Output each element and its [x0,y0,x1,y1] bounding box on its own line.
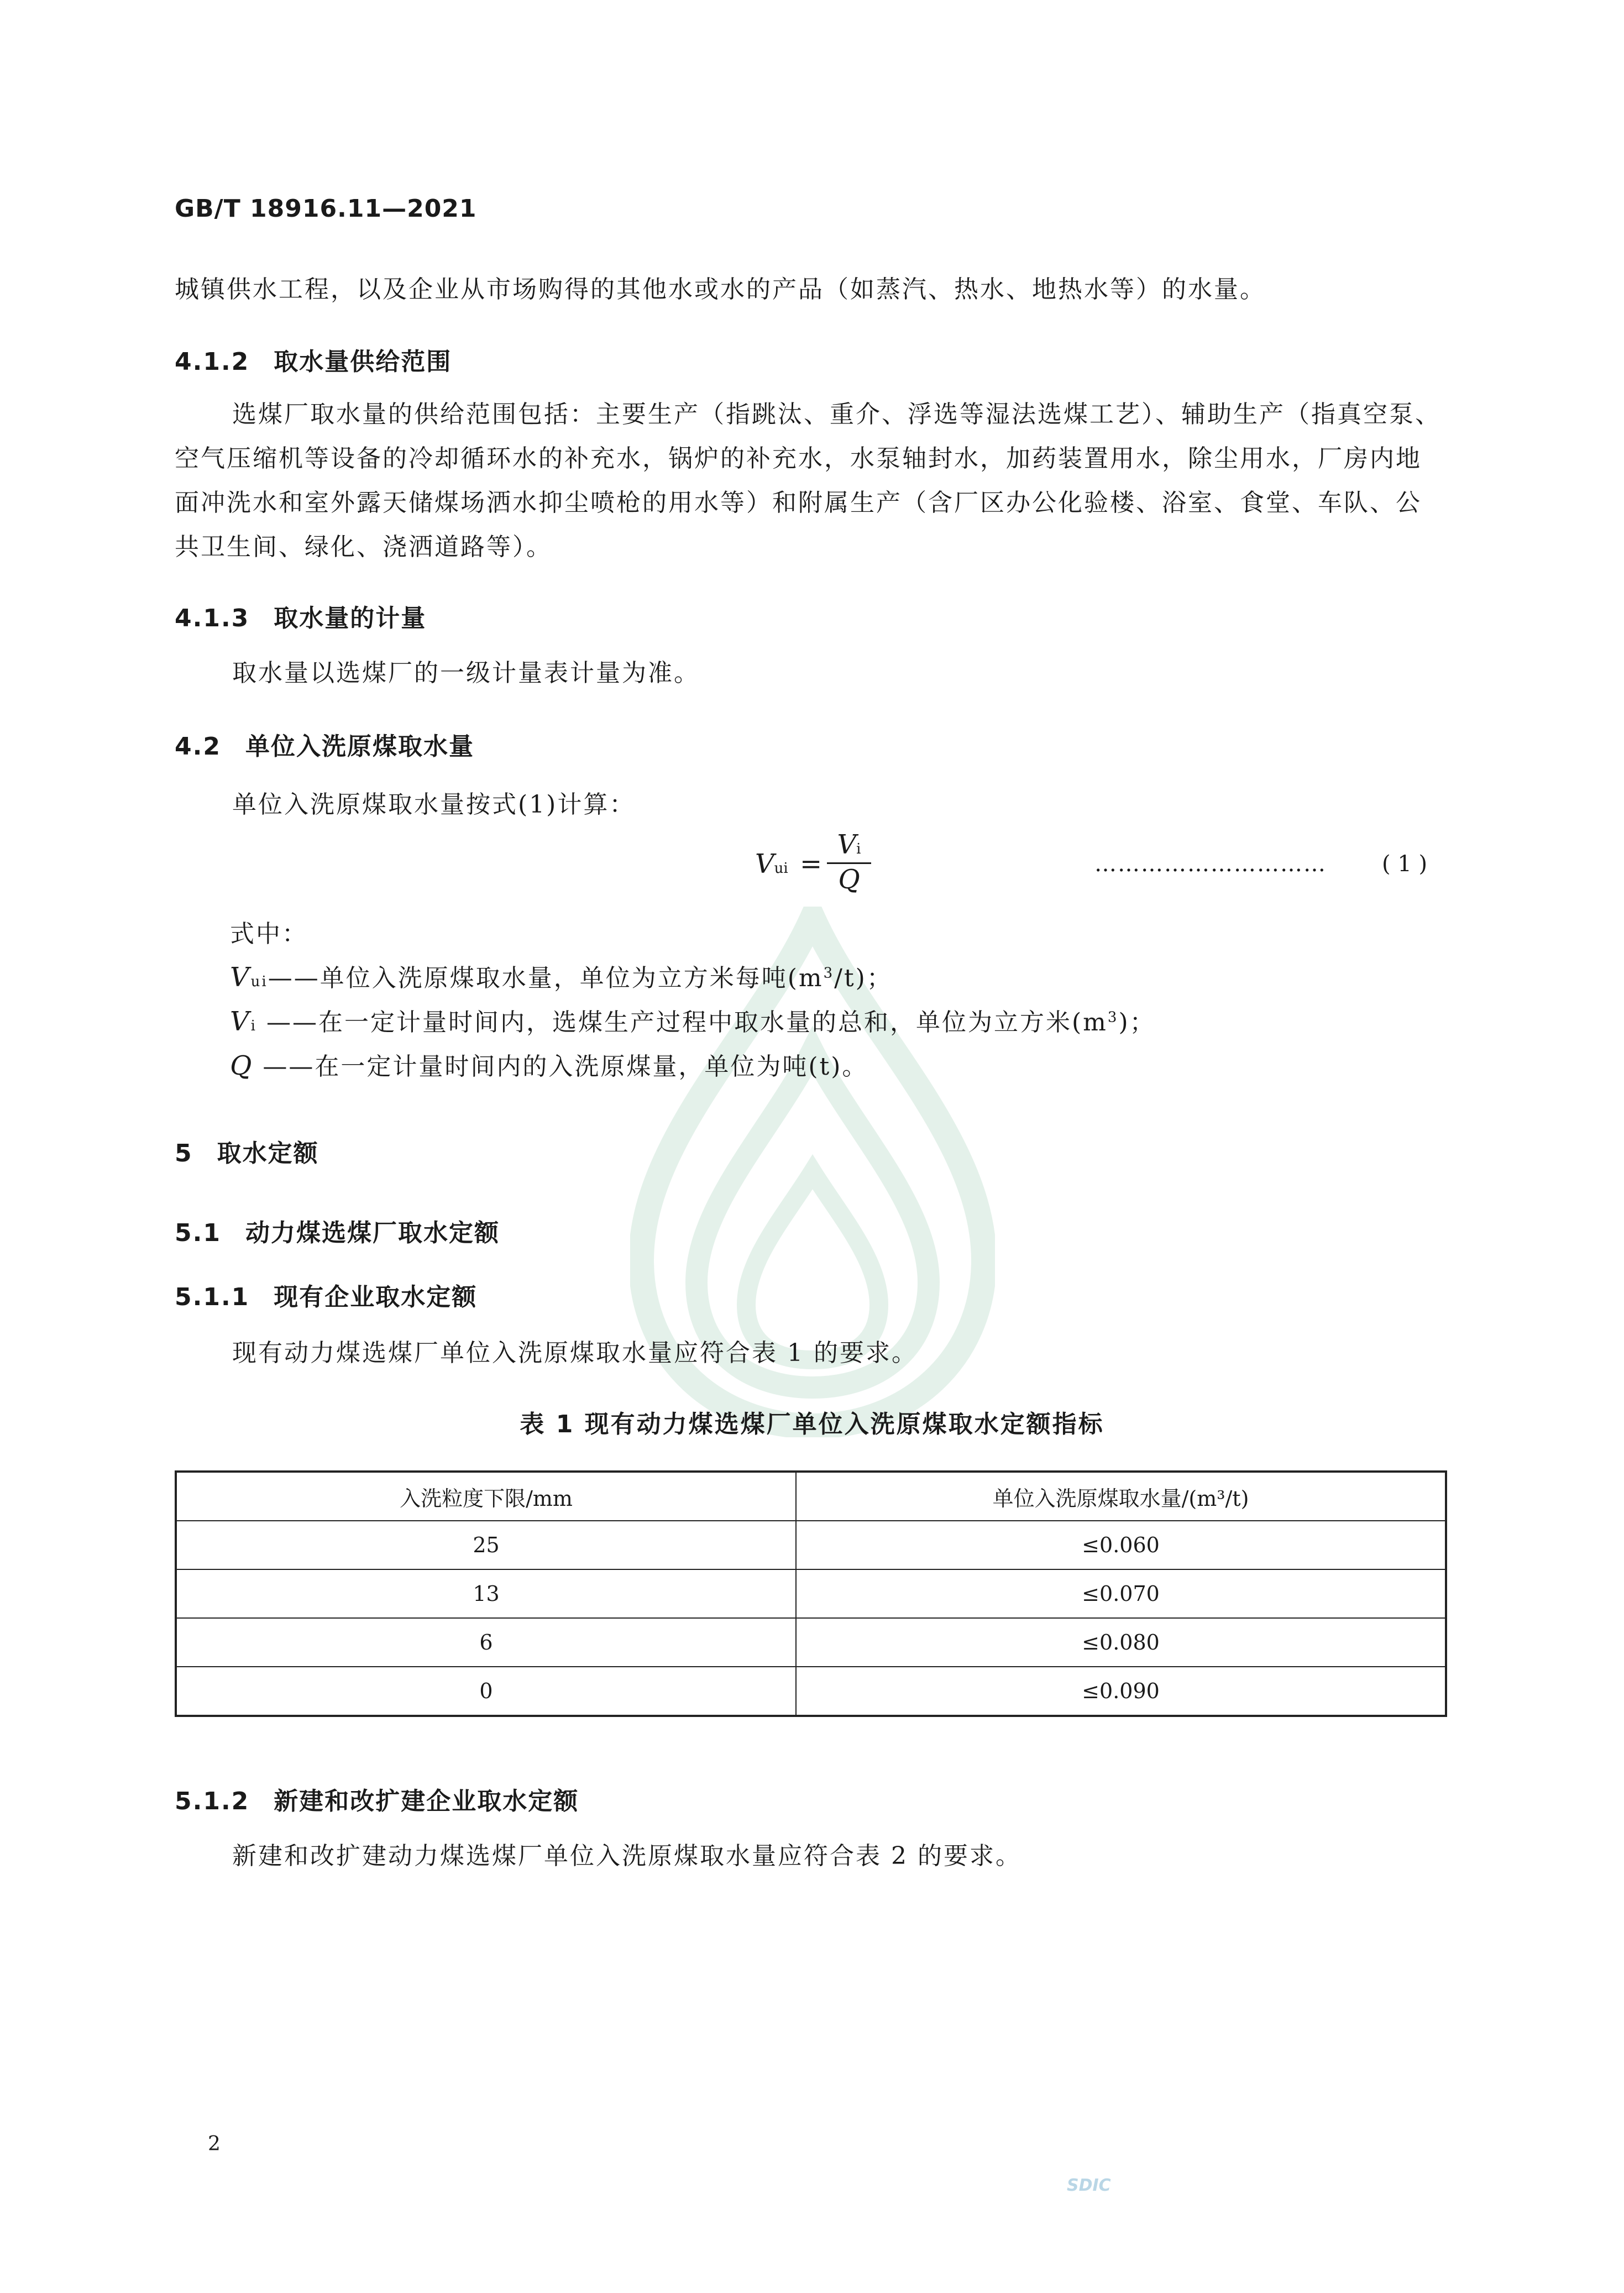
table-cell: 25 [176,1521,796,1569]
section-number: 5.1.2 [175,1787,250,1815]
table-1-title: 表 1 现有动力煤选煤厂单位入洗原煤取水定额指标 [520,1410,1104,1438]
paragraph-continuation: 城镇供水工程，以及企业从市场购得的其他水或水的产品（如蒸汽、热水、地热水等）的水量。 [175,275,1266,303]
section-number: 4.1.3 [175,604,250,632]
table-header-cell: 入洗粒度下限/mm [176,1472,796,1521]
section-title: 取水量供给范围 [274,348,452,376]
section-5-heading [175,1133,319,1169]
section-title: 取水量的计量 [274,604,427,632]
section-5-1-heading [175,1213,500,1248]
section-number: 4.2 [175,732,221,761]
section-4-1-2-heading [175,342,452,377]
table-cell: ≤0.080 [796,1618,1446,1667]
paragraph-table1-intro: 现有动力煤选煤厂单位入洗原煤取水量应符合表 1 的要求。 [232,1339,918,1367]
where-item: Vui——单位入洗原煤取水量，单位为立方米每吨$(m^3/t)$； [230,962,893,993]
section-title: 现有企业取水定额 [274,1283,478,1311]
formula-fraction [827,829,871,895]
formula-denominator: Q [838,864,860,895]
section-title: 取水定额 [217,1139,319,1168]
section-title: 单位入洗原煤取水量 [245,732,474,761]
section-number: 5 [175,1139,193,1168]
where-item: Vi ——在一定计量时间内，选煤生产过程中取水量的总和，单位为立方米$(m^3)$； [230,1006,1156,1037]
formula-lhs [755,849,822,879]
table-1 [175,1470,1447,1717]
section-5-1-1-heading [175,1277,477,1312]
formula-leader-dots: ………………………… [1094,851,1327,877]
table-cell: ≤0.060 [796,1521,1446,1569]
table-row [176,1618,1446,1667]
paragraph-supply-scope: 选煤厂取水量的供给范围包括：主要生产（指跳汰、重介、浮选等湿法选煤工艺）、辅助生产（指真空泵、空气压缩机等设备的冷却循环水的补充水，锅炉的补充水，水泵轴封水，加药装置用水，除尘用水，厂房内地面冲洗水和室外露天储煤场洒水抑尘喷枪的用水等）和附属生产（含厂区办公化验楼、浴室、食堂、车队、公共卫生间、绿化、浇洒道路等）。 [175,400,1441,561]
publisher-logo-icon: SDIC [1067,2176,1111,2195]
table-cell: 0 [176,1667,796,1716]
formula-numerator: Vi [837,829,861,860]
table-row [176,1569,1446,1618]
formula-subscript: ui [774,860,788,877]
section-title: 新建和改扩建企业取水定额 [274,1787,579,1815]
paragraph-formula-intro: 单位入洗原煤取水量按式(1)计算： [232,790,636,819]
table-cell: ≤0.070 [796,1569,1446,1618]
formula-reference: ( 1 ) [1382,851,1428,877]
page-number: 2 [208,2133,221,2155]
table-row [176,1667,1446,1716]
where-item: Q ——在一定计量时间内的入洗原煤量，单位为吨(t)。 [230,1050,868,1081]
standard-number: GB/T 18916.11—2021 [175,195,477,223]
paragraph-metering: 取水量以选煤厂的一级计量表计量为准。 [232,659,700,687]
section-5-1-2-heading [175,1781,579,1816]
formula-equals: = [800,849,823,879]
section-number: 4.1.2 [175,348,250,376]
table-row [176,1521,1446,1569]
section-number: 5.1 [175,1219,221,1247]
section-title: 动力煤选煤厂取水定额 [245,1219,500,1247]
where-label: 式中： [230,920,308,948]
section-number: 5.1.1 [175,1283,250,1311]
table-cell: 6 [176,1618,796,1667]
table-cell: ≤0.090 [796,1667,1446,1716]
table-header-cell: 单位入洗原煤取水量/(m³/t) [796,1472,1446,1521]
section-4-1-3-heading [175,598,426,634]
formula-symbol: V [755,849,774,879]
table-cell: 13 [176,1569,796,1618]
section-4-2-heading [175,726,474,762]
table-header-row [176,1472,1446,1521]
paragraph-table2-intro: 新建和改扩建动力煤选煤厂单位入洗原煤取水量应符合表 2 的要求。 [232,1842,1021,1870]
